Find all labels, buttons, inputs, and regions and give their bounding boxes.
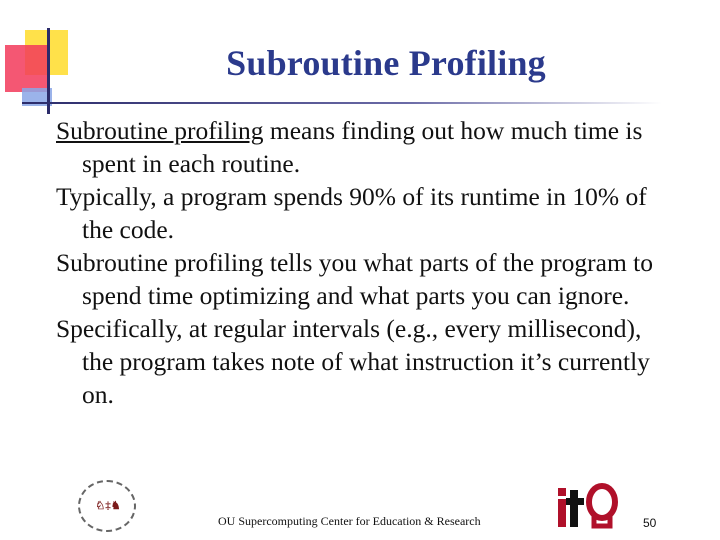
bullet-text: Subroutine profiling tells you what parts of the program to spend time optimizing and what parts you can ignore. [56,248,654,310]
seal-logo-mark: ♘‡♞ [95,500,121,512]
itou-logo [556,478,622,530]
bullet-lead-text: Subroutine profiling [56,116,264,145]
decor-red-square [5,45,48,92]
bullet-item [56,246,676,312]
seal-logo [78,480,136,532]
bullet-text: means finding out how much time is spent in each routine. [82,116,643,178]
bullet-item [56,114,676,180]
slide-title: Subroutine Profiling [226,43,546,83]
bullet-text: Specifically, at regular intervals (e.g., every millisecond), the program takes note of what instruction it’s currently on. [56,314,650,409]
bullet-text: Typically, a program spends 90% of its runtime in 10% of the code. [56,182,647,244]
decor-horizontal-rule [22,102,662,104]
page-number: 50 [643,516,657,530]
bullet-item [56,312,676,411]
bullet-item [56,180,676,246]
bullet-list [56,114,676,411]
footer-text: OU Supercomputing Center for Education & Research [218,514,481,528]
